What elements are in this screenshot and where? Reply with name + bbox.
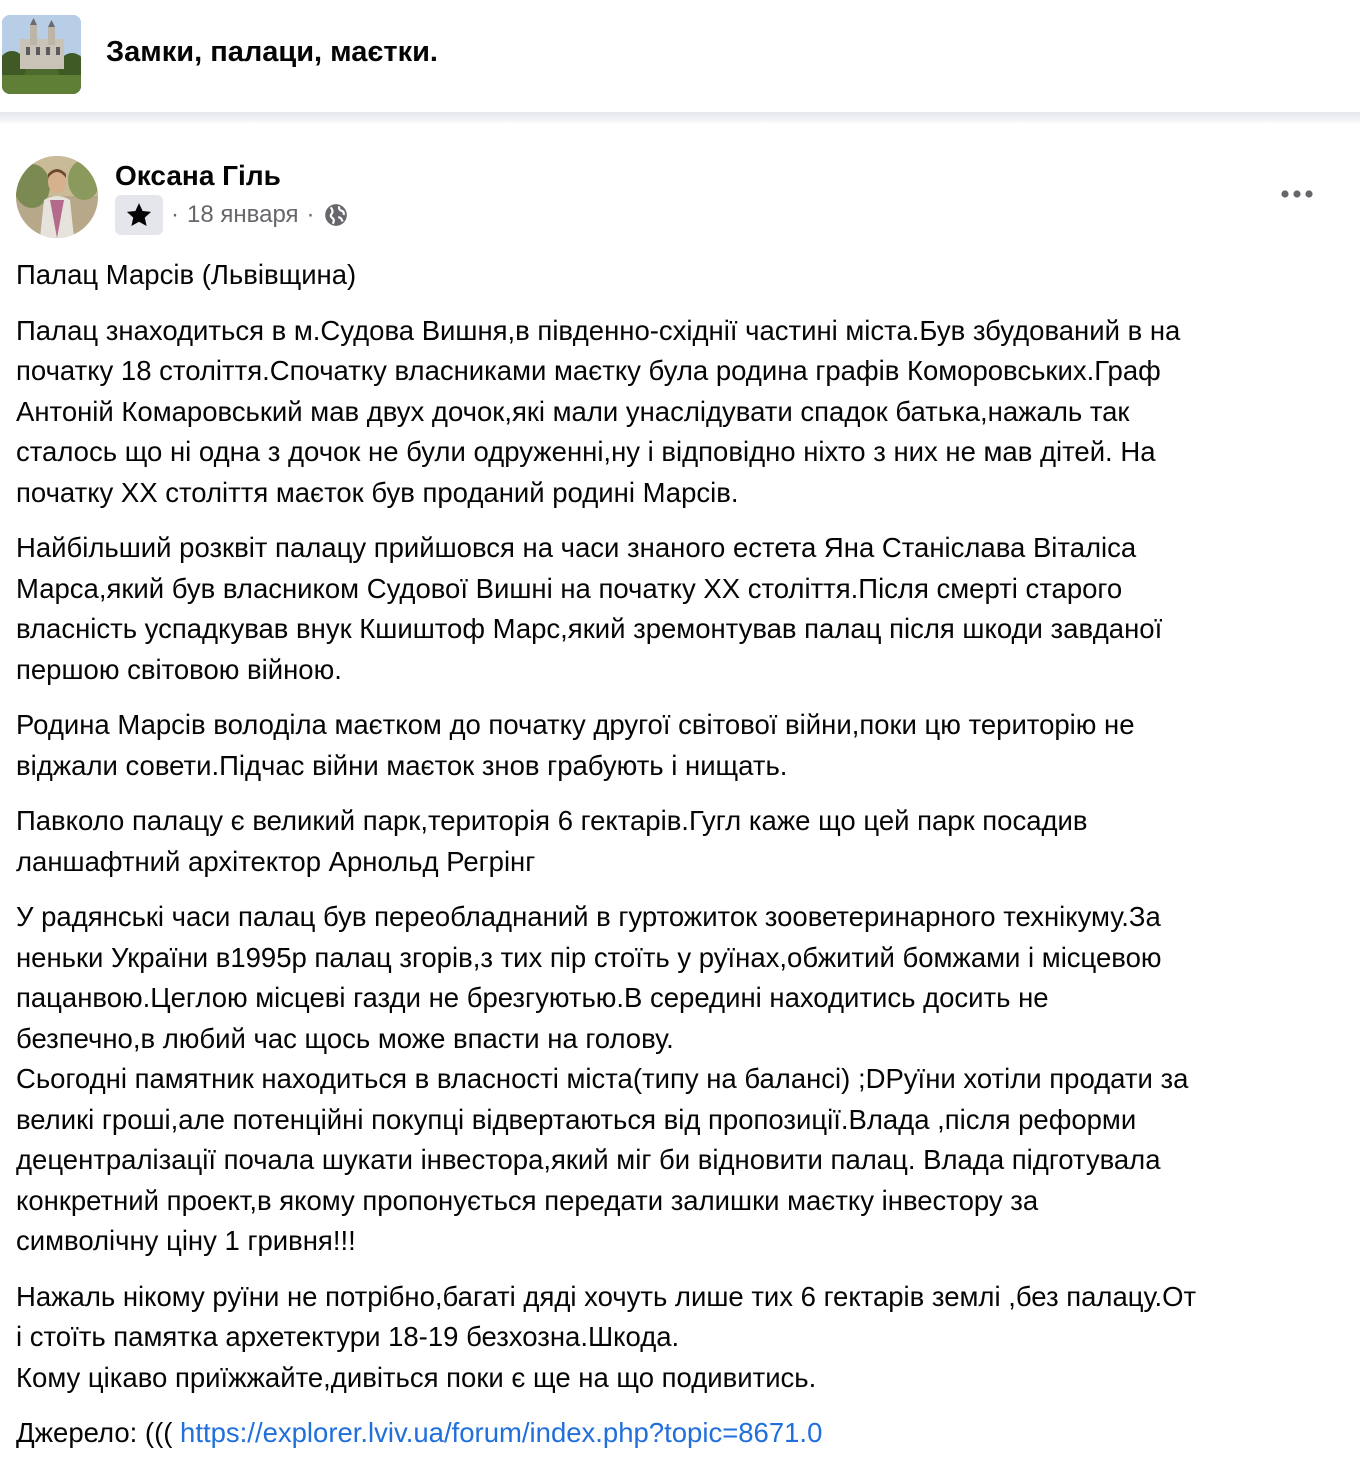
group-title[interactable]: Замки, палаци, маєтки.: [106, 36, 438, 68]
more-options-button[interactable]: [1272, 176, 1322, 212]
post-paragraph: У радянські часи палац був переобладнаний в гуртожиток зооветеринарного технікуму.За неньки України в1995р палац згорів,з тих пір стоїть у руїнах,обжитий бомжами і місцевою пацанвою.Цеглою місцеві газди не брезгуютью.В середині находитись досить не безпечно,в любий час щось може впасти на голову. Сьогодні памятник находиться в власності міста(типу на балансі) ;DРуїни хотіли продати за великі гроші,але потенційні покупці відвертаються від пропозиції.Влада ,після реформи децентралізації почала шукати інвестора,який міг би відновити палац. Влада підготувала конкретний проект,в якому пропонується передати залишки маєтку інвестору за символічну ціну 1 гривня!!!: [16, 901, 1189, 1256]
post-body: [16, 255, 1346, 1469]
author-name[interactable]: Оксана Гіль: [115, 160, 281, 191]
avatar[interactable]: [16, 156, 98, 238]
post-meta: [115, 194, 349, 236]
post-paragraph: Найбільший розквіт палацу прийшовся на часи знаного естета Яна Станіслава Віталіса Марса,який був власником Судової Вишні на початку ХХ століття.Після смерті старого власність успадкував внук Кшиштоф Марс,який зремонтував палац після шкоди завданої першою світовою війною.: [16, 532, 1163, 685]
castle-photo-icon: [2, 15, 81, 94]
source-link[interactable]: https://explorer.lviv.ua/forum/index.php?topic=8671.0: [180, 1417, 823, 1448]
header-divider: [0, 112, 1360, 124]
post-title-line: Палац Марсів (Львівщина): [16, 259, 357, 290]
post-paragraph: Палац знаходиться в м.Судова Вишня,в південно-східнії частині міста.Був збудований в на початку 18 століття.Спочатку власниками маєтку була родина графів Коморовських.Граф Антоній Комаровський мав двух дочок,які мали унаслідувати спадок батька,нажаль так сталось що ні одна з дочок не були одруженні,ну і відповідно ніхто з них не мав дітей. На початку ХХ століття маєток був проданий родині Марсів.: [16, 314, 1181, 508]
badge[interactable]: [115, 195, 163, 235]
group-thumbnail[interactable]: [2, 15, 81, 94]
post-paragraph: Родина Марсів володіла маєтком до початку другої світової війни,поки цю територію не віджали совети.Підчас війни маєток знов грабують і нищать.: [16, 709, 1135, 781]
post-card: [0, 124, 1360, 1474]
profile-photo-icon: [16, 156, 98, 238]
source-label: Джерело: (((: [16, 1417, 173, 1448]
meta-separator: ·: [171, 201, 179, 228]
globe-icon[interactable]: [323, 202, 349, 228]
post-date[interactable]: 18 января: [187, 201, 299, 228]
post-paragraph: Нажаль нікому руїни не потрібно,багаті дяді хочуть лише тих 6 гектарів землі ,без палацу.От і стоїть памятка архетектури 18-19 безхозна.Шкода. Кому цікаво приїжжайте,дивіться поки є ще на що подивитись.: [16, 1280, 1197, 1393]
meta-separator: ·: [306, 201, 315, 228]
more-options-icon: [1280, 189, 1314, 199]
source-line: [16, 1413, 1346, 1454]
star-icon: [124, 200, 154, 230]
group-header: [0, 0, 1360, 112]
post-paragraph: Павколо палацу є великий парк,територія 6 гектарів.Гугл каже що цей парк посадив ланшафтний архітектор Арнольд Регрінг: [16, 805, 1088, 877]
